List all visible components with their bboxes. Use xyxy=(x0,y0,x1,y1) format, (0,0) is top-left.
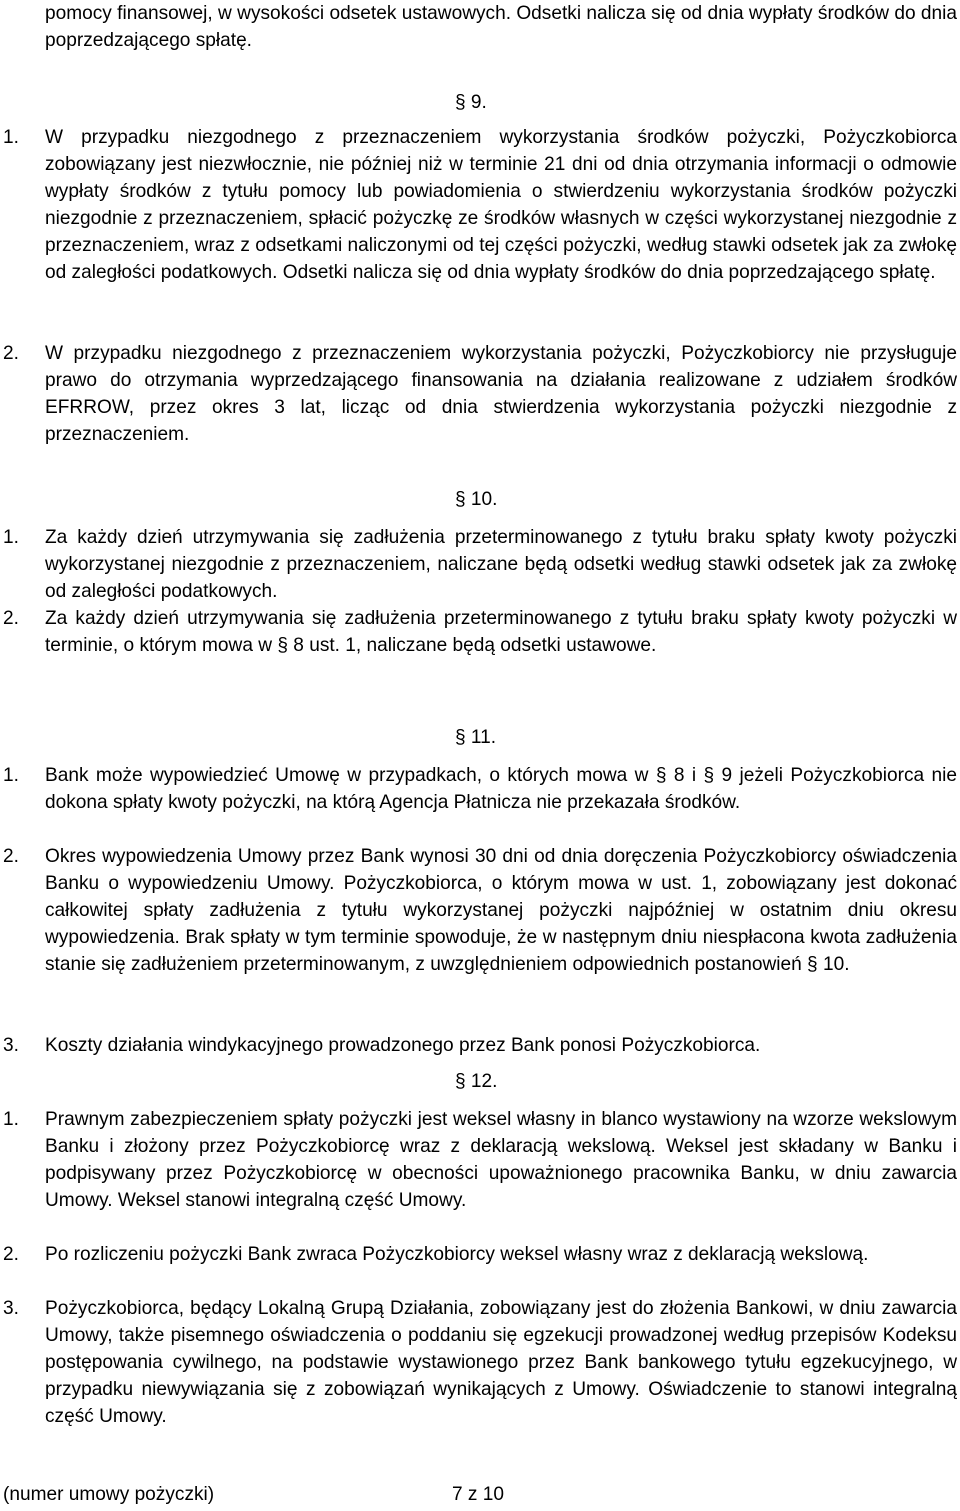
item-number: 2. xyxy=(3,846,19,867)
item-text: Za każdy dzień utrzymywania się zadłużenia przeterminowanego z tytułu braku spłaty kwoty pożyczki w terminie, o którym mowa w § 8 ust. 1, naliczane będą odsetki ustawowe. xyxy=(45,608,957,656)
intro-paragraph: pomocy finansowej, w wysokości odsetek ustawowych. Odsetki nalicza się od dnia wypłaty środków do dnia poprzedzającego spłatę. xyxy=(45,3,957,51)
item-number: 1. xyxy=(3,765,19,786)
item-number: 3. xyxy=(3,1298,19,1319)
item-number: 2. xyxy=(3,608,19,629)
item-text: Okres wypowiedzenia Umowy przez Bank wynosi 30 dni od dnia doręczenia Pożyczkobiorcy oświadczenia Banku o wypowiedzeniu Umowy. Pożyczkobiorca, o którym mowa w ust. 1, zobowiązany jest dokonać całkowitej spłaty zadłużenia z tytułu wykorzystanej pożyczki najpóźniej w ostatnim dniu okresu wypowiedzenia. Brak spłaty w tym terminie spowoduje, że w następnym dniu niespłacona kwota zadłużenia stanie się zadłużeniem przeterminowanym, z uwzględnieniem odpowiednich postanowień § 10. xyxy=(45,846,957,975)
item-text: Koszty działania windykacyjnego prowadzonego przez Bank ponosi Pożyczkobiorca. xyxy=(45,1035,761,1056)
item-number: 1. xyxy=(3,1109,19,1130)
item-number: 1. xyxy=(3,527,19,548)
item-text: Prawnym zabezpieczeniem spłaty pożyczki jest weksel własny in blanco wystawiony na wzorze wekslowym Banku i złożony przez Pożyczkobiorcę wraz z deklaracją wekslową. Weksel jest składany w Banku i podpisywany przez Pożyczkobiorcę w obecności upoważnionego pracownika Banku, w dniu zawarcia Umowy. Weksel stanowi integralną część Umowy. xyxy=(45,1109,957,1211)
section-heading-9: § 9. xyxy=(455,92,487,113)
item-text: W przypadku niezgodnego z przeznaczeniem wykorzystania środków pożyczki, Pożyczkobiorca zobowiązany jest niezwłocznie, nie później niż w terminie 21 dni od dnia otrzymania informacji o odmowie wypłaty środków z tytułu pomocy lub powiadomienia o stwierdzeniu wykorzystania środków pożyczki niezgodnie z przeznaczeniem, spłacić pożyczkę ze środków własnych w części wykorzystanej niezgodnie z przeznaczeniem, wraz z odsetkami naliczonymi od tej części pożyczki, według stawki odsetek jak za zwłokę od zaległości podatkowych. Odsetki nalicza się od dnia wypłaty środków do dnia poprzedzającego spłatę. xyxy=(45,127,957,283)
section-heading-12: § 12. xyxy=(455,1071,498,1092)
item-number: 1. xyxy=(3,127,19,148)
section-heading-11: § 11. xyxy=(455,727,497,748)
footer-contract-label: (numer umowy pożyczki) xyxy=(3,1484,215,1505)
item-text: Bank może wypowiedzieć Umowę w przypadkach, o których mowa w § 8 i § 9 jeżeli Pożyczkobiorca nie dokona spłaty kwoty pożyczki, na którą Agencja Płatnicza nie przekazała środków. xyxy=(45,765,957,813)
item-text: Za każdy dzień utrzymywania się zadłużenia przeterminowanego z tytułu braku spłaty kwoty pożyczki wykorzystanej niezgodnie z przeznaczeniem, naliczane będą odsetki według stawki odsetek jak za zwłokę od zaległości podatkowych. xyxy=(45,527,957,602)
footer-page-number: 7 z 10 xyxy=(452,1484,505,1505)
item-number: 2. xyxy=(3,1244,19,1265)
item-number: 2. xyxy=(3,343,19,364)
item-text: Pożyczkobiorca, będący Lokalną Grupą Działania, zobowiązany jest do złożenia Bankowi, w dniu zawarcia Umowy, także pisemnego oświadczenia o poddaniu się egzekucji prowadzonej według przepisów Kodeksu postępowania cywilnego, na podstawie wystawionego przez Bank bankowego tytułu egzekucyjnego, w przypadku niewywiązania się z zobowiązań wynikających z Umowy. Oświadczenie to stanowi integralną część Umowy. xyxy=(45,1298,957,1427)
section-heading-10: § 10. xyxy=(455,489,498,510)
item-text: Po rozliczeniu pożyczki Bank zwraca Pożyczkobiorcy weksel własny wraz z deklaracją wekslową. xyxy=(45,1244,869,1265)
item-text: W przypadku niezgodnego z przeznaczeniem wykorzystania pożyczki, Pożyczkobiorcy nie przysługuje prawo do otrzymania wyprzedzającego finansowania na działania realizowane z udziałem środków EFRROW, przez okres 3 lat, licząc od dnia stwierdzenia wykorzystania pożyczki niezgodnie z przeznaczeniem. xyxy=(45,343,957,445)
item-number: 3. xyxy=(3,1035,19,1056)
